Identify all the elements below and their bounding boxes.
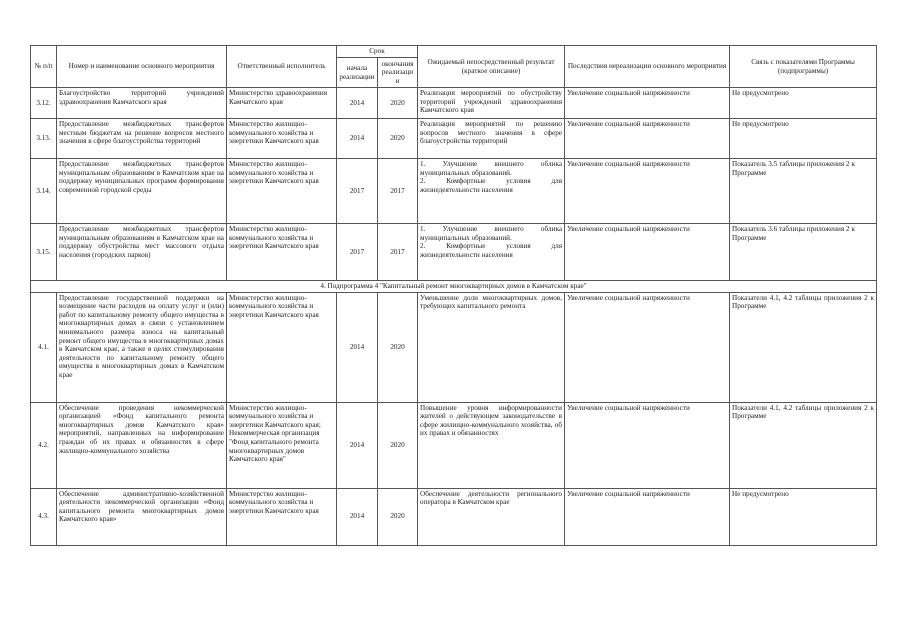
row-start: 2014: [337, 292, 378, 402]
row-start: 2014: [337, 119, 378, 159]
row-executor: Министерство здравоохранения Камчатского края: [227, 88, 337, 119]
row-consequences: Увеличение социальной напряженности: [565, 88, 730, 119]
row-num: 4.1.: [31, 292, 57, 402]
row-num: 3.14.: [31, 159, 57, 224]
row-link: Не предусмотрено: [730, 88, 877, 119]
row-result: Повышение уровня информированности жителей о действующем законодательстве в сфере жилищно-коммунального хозяйства, об их правах и обязанностях: [418, 402, 565, 488]
row-name: Обеспечение проведения некоммерческой организацией «Фонд капитального ремонта многоквартирных домов Камчатского края» мероприятий, направленных на информирование граждан об их правах и обязанностях в сфере жилищно-коммунального хозяйства: [57, 402, 227, 488]
result-item-2: 2. Комфортные условия для жизнедеятельности населения: [420, 177, 563, 194]
result-item-1: 1. Улучшение внешнего облика муниципальных образований.: [420, 225, 563, 242]
row-name: Благоустройство территорий учреждений здравоохранения Камчатского края: [57, 88, 227, 119]
row-link: Не предусмотрено: [730, 488, 877, 545]
header-result: Ожидаемый непосредственный результат (краткое описание): [418, 46, 565, 88]
row-link: Показатели 4.1, 4.2 таблицы приложения 2 к Программе: [730, 292, 877, 402]
row-result: Уменьшение доли многоквартирных домов, требующих капитального ремонта: [418, 292, 565, 402]
row-result: Реализация мероприятий по решению вопросов местного значения в сфере благоустройства территорий: [418, 119, 565, 159]
row-consequences: Увеличение социальной напряженности: [565, 292, 730, 402]
table-row: [31, 224, 877, 281]
table-row: [31, 292, 877, 402]
row-end: 2020: [378, 402, 418, 488]
row-num: 4.2.: [31, 402, 57, 488]
row-num: 3.15.: [31, 224, 57, 281]
row-executor: Министерство жилищно-коммунального хозяйства и энергетики Камчатского края: [227, 224, 337, 281]
row-start: 2017: [337, 159, 378, 224]
result-item-1: 1. Улучшение внешнего облика муниципальных образований.: [420, 160, 563, 177]
header-name: Номер и наименование основного мероприятия: [57, 46, 227, 88]
row-consequences: Увеличение социальной напряженности: [565, 119, 730, 159]
row-name: Предоставление межбюджетных трансфертов муниципальным образованиям в Камчатском крае на поддержку обустройства мест массового отдыха населения (городских парков): [57, 224, 227, 281]
header-executor: Ответственный исполнитель: [227, 46, 337, 88]
row-end: 2020: [378, 88, 418, 119]
row-executor: Министерство жилищно-коммунального хозяйства и энергетики Камчатского края; Некоммерческая организация "Фонд капитального ремонта многоквартирных домов Камчатского края": [227, 402, 337, 488]
row-link: Показатель 3.6 таблицы приложения 2 к Программе: [730, 224, 877, 281]
row-consequences: Увеличение социальной напряженности: [565, 488, 730, 545]
row-end: 2020: [378, 488, 418, 545]
row-executor: Министерство жилищно-коммунального хозяйства и энергетики Камчатского края: [227, 292, 337, 402]
row-executor: Министерство жилищно-коммунального хозяйства и энергетики Камчатского края: [227, 488, 337, 545]
row-start: 2014: [337, 402, 378, 488]
row-consequences: Увеличение социальной напряженности: [565, 224, 730, 281]
section-row: [31, 281, 877, 293]
result-item-2: 2. Комфортные условия для жизнедеятельности населения: [420, 242, 563, 259]
table-row: [31, 159, 877, 224]
row-start: 2017: [337, 224, 378, 281]
table-row: [31, 88, 877, 119]
row-consequences: Увеличение социальной напряженности: [565, 402, 730, 488]
row-executor: Министерство жилищно-коммунального хозяйства и энергетики Камчатского края: [227, 119, 337, 159]
header-num: № п/п: [31, 46, 57, 88]
row-result: Реализация мероприятий по обустройству территорий учреждений здравоохранения Камчатского края: [418, 88, 565, 119]
row-start: 2014: [337, 88, 378, 119]
row-name: Обеспечение административно-хозяйственной деятельности некоммерческой организации «Фонд капитального ремонта многоквартирных домов Камчатского края»: [57, 488, 227, 545]
row-end: 2017: [378, 224, 418, 281]
row-result: [418, 159, 565, 224]
row-end: 2017: [378, 159, 418, 224]
row-result: Обеспечение деятельности регионального оператора в Камчатском крае: [418, 488, 565, 545]
row-result: [418, 224, 565, 281]
row-num: 4.3.: [31, 488, 57, 545]
header-end: окончания реализации: [378, 58, 418, 88]
row-consequences: Увеличение социальной напряженности: [565, 159, 730, 224]
row-link: Показатели 4.1, 4.2 таблицы приложения 2 к Программе: [730, 402, 877, 488]
header-start: начала реализации: [337, 58, 378, 88]
row-name: Предоставление государственной поддержки на возмещение части расходов на оплату услуг и (или) работ по капитальному ремонту общего имущества в многоквартирных домах в связи с установлением минимального размера взноса на капитальный ремонт общего имущества в многоквартирных домах в Камчатском крае, а также в целях стимулирования деятельности по капитальному ремонту общего имущества в многоквартирных домах в Камчатском крае: [57, 292, 227, 402]
row-link: Показатель 3.5 таблицы приложения 2 к Программе: [730, 159, 877, 224]
row-num: 3.12.: [31, 88, 57, 119]
header-consequences: Последствия нереализации основного мероприятия: [565, 46, 730, 88]
row-executor: Министерство жилищно-коммунального хозяйства и энергетики Камчатского края: [227, 159, 337, 224]
header-term: Срок: [337, 46, 418, 58]
row-end: 2020: [378, 119, 418, 159]
row-end: 2020: [378, 292, 418, 402]
program-activities-table: [30, 45, 877, 546]
row-name: Предоставление межбюджетных трансфертов муниципальным образованиям в Камчатском крае на поддержку муниципальных программ формирования современной городской среды: [57, 159, 227, 224]
table-row: [31, 402, 877, 488]
row-link: Не предусмотрено: [730, 119, 877, 159]
table-row: [31, 488, 877, 545]
header-link: Связь с показателями Программы (подпрограммы): [730, 46, 877, 88]
row-num: 3.13.: [31, 119, 57, 159]
table-row: [31, 119, 877, 159]
row-name: Предоставление межбюджетных трансфертов местным бюджетам на решение вопросов местного значения в сфере благоустройства территорий: [57, 119, 227, 159]
row-start: 2014: [337, 488, 378, 545]
section-title: 4. Подпрограмма 4 "Капитальный ремонт многоквартирных домов в Камчатском крае": [31, 281, 877, 293]
